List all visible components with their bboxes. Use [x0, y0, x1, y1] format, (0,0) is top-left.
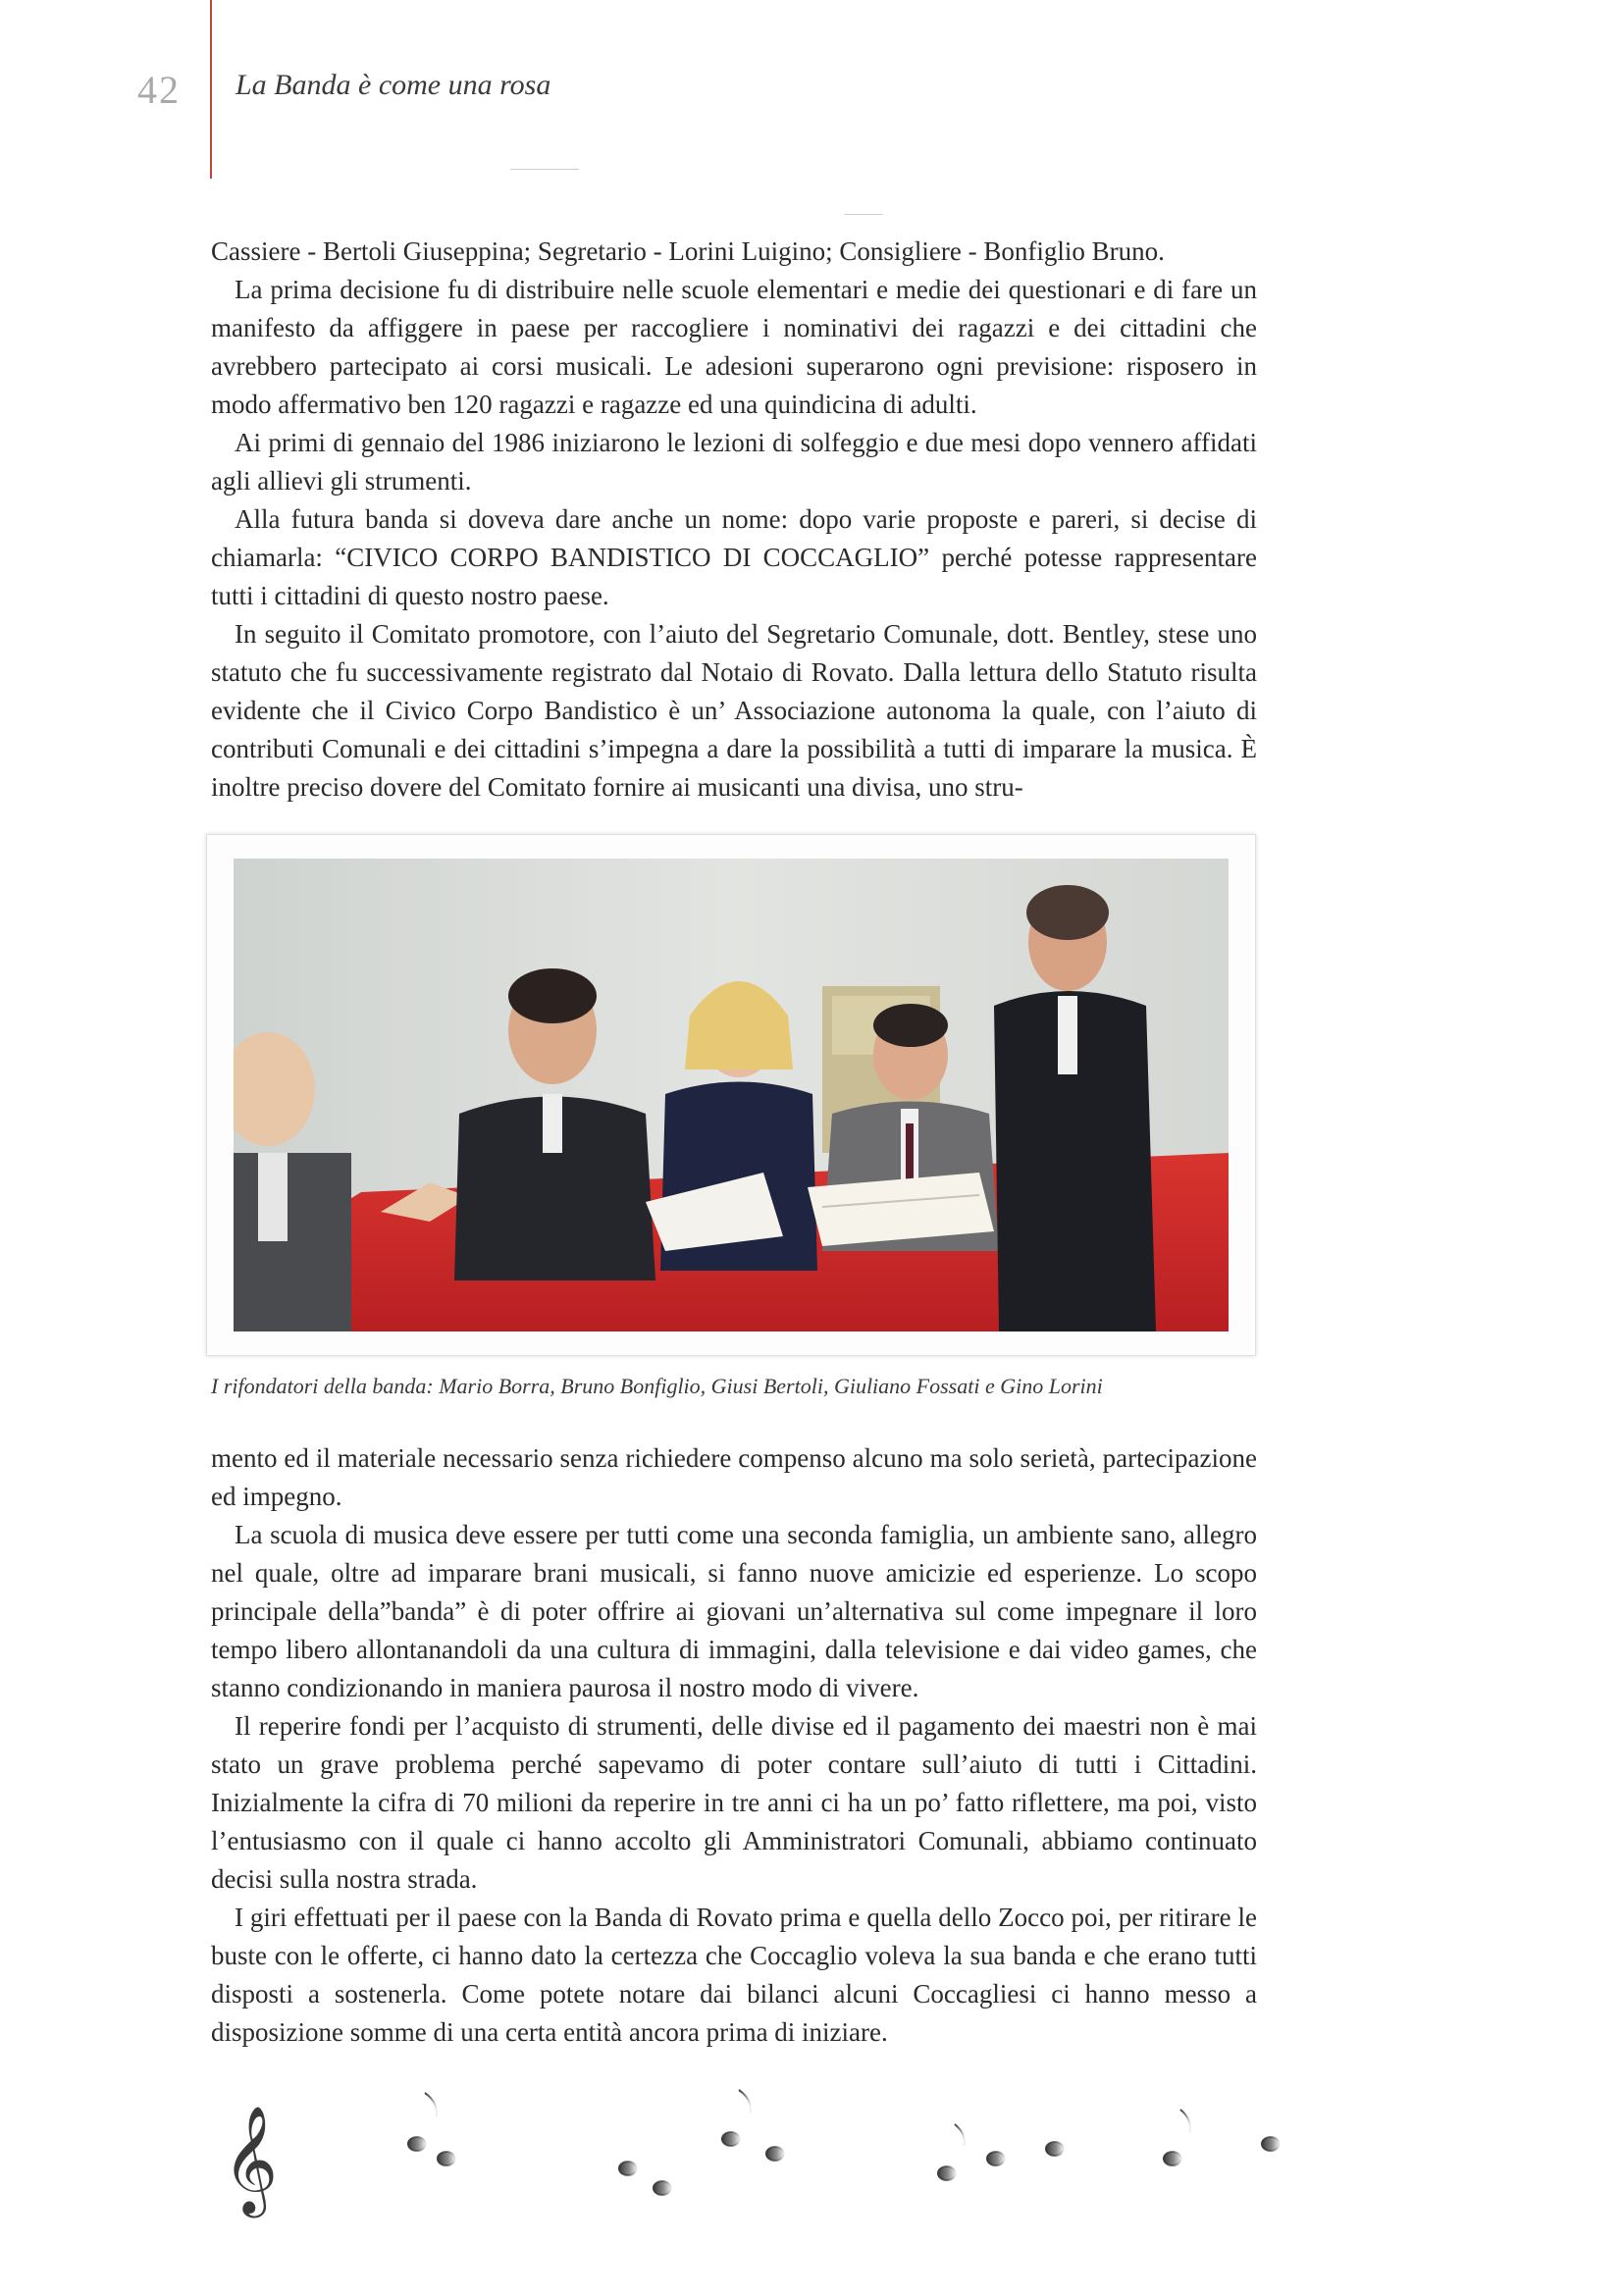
paragraph: Alla futura banda si doveva dare anche un nome: dopo varie proposte e pareri, si decise di chiamarla: “CIVICO CORPO BANDISTICO DI COCCAGLIO” perché potesse rappresentare tutti i cittadini di questo nostro paese. [211, 504, 1257, 610]
paragraph: Ai primi di gennaio del 1986 iniziarono le lezioni di solfeggio e due mesi dopo vennero affidati agli allievi gli strumenti. [211, 428, 1257, 496]
paragraph: La prima decisione fu di distribuire nelle scuole elementari e medie dei questionari e di fare un manifesto da affiggere in paese per raccogliere i nominativi dei ragazzi e dei cittadini che avrebbero partecipato ai corsi musicali. Le adesioni superarono ogni previsione: risposero in modo affermativo ben 120 ragazzi e ragazze ed una quindicina di adulti. [211, 275, 1257, 419]
music-staff-icon [211, 2085, 1457, 2232]
founders-photo [234, 859, 1229, 1331]
treble-clef-icon: 𝄞 [223, 2106, 279, 2214]
page-number: 42 [137, 68, 181, 112]
paragraph: In seguito il Comitato promotore, con l’aiuto del Segretario Comunale, dott. Bentley, stese uno statuto che fu successivamente registrato dal Notaio di Rovato. Dalla lettura dello Statuto risulta evidente che il Civico Corpo Bandistico è un’ Associazione autonoma la quale, con l’aiuto di contributi Comunali e dei cittadini s’impegna a dare la possibilità a tutti di imparare la musica. È inoltre preciso dovere del Comitato fornire ai musicanti una divisa, uno stru- [211, 619, 1257, 802]
body-text-top [211, 233, 1257, 807]
paragraph: I giri effettuati per il paese con la Banda di Rovato prima e quella dello Zocco poi, per ritirare le buste con le offerte, ci hanno dato la certezza che Coccaglio voleva la sua banda e che erano tutti disposti a sostenerla. Come potete notare dai bilanci alcuni Coccagliesi ci hanno messo a disposizione somme di una certa entità ancora prima di iniziare. [211, 1903, 1257, 2047]
running-title: La Banda è come una rosa [236, 69, 551, 101]
scan-mark [510, 169, 579, 170]
paragraph: La scuola di musica deve essere per tutti come una seconda famiglia, un ambiente sano, allegro nel quale, oltre ad imparare brani musicali, si fanno nuove amicizie ed esperienze. Lo scopo principale della”banda” è di poter offrire ai giovani un’alternativa sul come impegnare il loro tempo libero allontanandoli da una cultura di immagini, dalla televisione e dai video games, che stanno condizionando in maniera paurosa il nostro modo di vivere. [211, 1520, 1257, 1702]
photo-frame [206, 834, 1256, 1356]
photo-caption: I rifondatori della banda: Mario Borra, Bruno Bonfiglio, Giusi Bertoli, Giuliano Fossati e Gino Lorini [211, 1374, 1103, 1398]
scan-mark [844, 214, 883, 215]
paragraph: Cassiere - Bertoli Giuseppina; Segretario - Lorini Luigino; Consigliere - Bonfiglio Bruno. [211, 236, 1165, 266]
paragraph: mento ed il materiale necessario senza richiedere compenso alcuno ma solo serietà, partecipazione ed impegno. [211, 1443, 1257, 1511]
body-text-bottom [211, 1439, 1257, 2052]
paragraph: Il reperire fondi per l’acquisto di strumenti, delle divise ed il pagamento dei maestri non è mai stato un grave problema perché sapevamo di poter contare sull’aiuto di tutti i Cittadini. Inizialmente la cifra di 70 milioni da reperire in tre anni ci ha un po’ fatto riflettere, ma poi, visto l’entusiasmo con il quale ci hanno accolto gli Amministratori Comunali, abbiamo continuato decisi sulla nostra strada. [211, 1711, 1257, 1894]
header-rule [210, 0, 212, 179]
